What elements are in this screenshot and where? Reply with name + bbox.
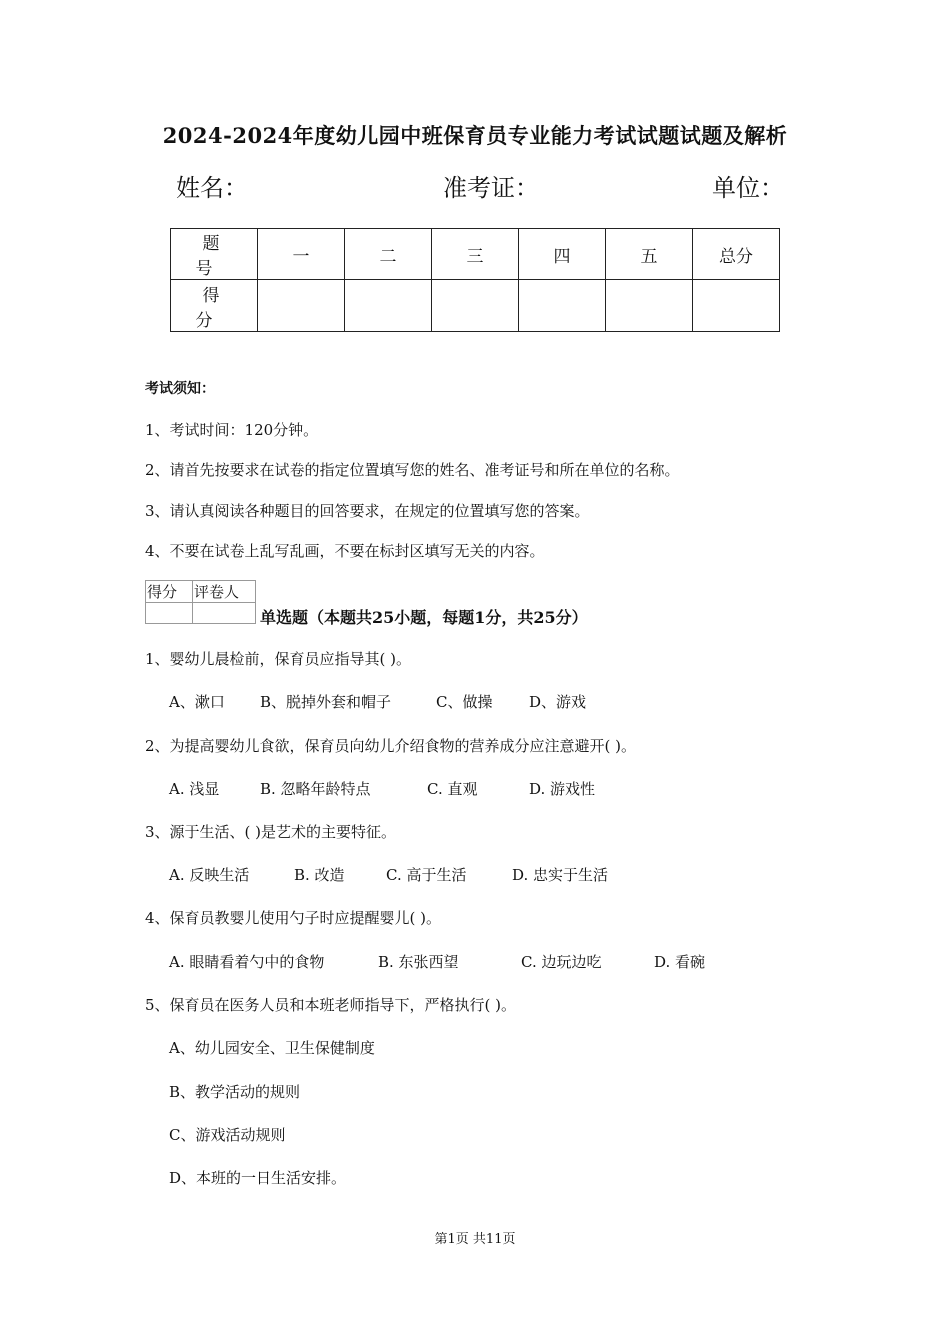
column-header: 二 [345,229,432,280]
section-heading: 单选题（本题共25小题，每题1分，共25分） [260,608,588,627]
question-option[interactable]: D. 看碗 [654,953,706,971]
score-cell[interactable] [519,280,606,332]
score-table-score-row [171,280,780,332]
grader-score-cell[interactable] [146,603,193,624]
grader-name-label: 评卷人 [193,581,256,603]
score-cell-total[interactable] [693,280,780,332]
question-option[interactable]: C. 直观 [427,780,478,798]
question-option[interactable]: C、游戏活动规则 [169,1126,286,1144]
column-header: 一 [258,229,345,280]
question-option[interactable]: B、脱掉外套和帽子 [260,693,392,711]
grader-box-header-row [146,581,256,603]
question-stem: 3、源于生活、( )是艺术的主要特征。 [145,823,397,841]
question-option[interactable]: C、做操 [436,693,493,711]
score-cell[interactable] [432,280,519,332]
column-header: 三 [432,229,519,280]
question-option[interactable]: A、幼儿园安全、卫生保健制度 [169,1039,375,1057]
score-table-header-row [171,229,780,280]
grader-name-cell[interactable] [193,603,256,624]
score-cell[interactable] [606,280,693,332]
question-option[interactable]: B. 东张西望 [378,953,459,971]
question-number-label: 题号 [171,229,258,280]
column-header: 五 [606,229,693,280]
exam-number-label: 准考证： [443,174,539,202]
question-stem: 5、保育员在医务人员和本班老师指导下，严格执行( )。 [145,996,517,1014]
question-option[interactable]: C. 高于生活 [386,866,467,884]
notice-item: 4、不要在试卷上乱写乱画，不要在标封区填写无关的内容。 [145,542,545,560]
question-option[interactable]: B. 改造 [294,866,345,884]
question-option[interactable]: D、本班的一日生活安排。 [169,1169,347,1187]
grader-box [145,580,256,624]
page-footer: 第1页 共11页 [434,1232,516,1247]
question-stem: 1、婴幼儿晨检前，保育员应指导其( )。 [145,650,412,668]
score-label: 得分 [171,280,258,332]
question-option[interactable]: D、游戏 [529,693,587,711]
question-option[interactable]: A. 反映生活 [169,866,250,884]
question-stem: 4、保育员教婴儿使用勺子时应提醒婴儿( )。 [145,909,442,927]
score-cell[interactable] [258,280,345,332]
question-option[interactable]: C. 边玩边吃 [521,953,602,971]
score-table [170,228,780,332]
question-option[interactable]: B、教学活动的规则 [169,1083,301,1101]
grader-score-label: 得分 [146,581,193,603]
grader-box-entry-row [146,603,256,624]
unit-label: 单位： [712,174,784,202]
notice-item: 3、请认真阅读各种题目的回答要求，在规定的位置填写您的答案。 [145,502,590,520]
question-option[interactable]: A. 浅显 [169,780,220,798]
question-option[interactable]: D. 游戏性 [529,780,596,798]
page-title: 2024-2024年度幼儿园中班保育员专业能力考试试题试题及解析 [162,123,788,148]
notice-heading: 考试须知： [145,381,215,397]
question-stem: 2、为提高婴幼儿食欲，保育员向幼儿介绍食物的营养成分应注意避开( )。 [145,737,637,755]
question-option[interactable]: A. 眼睛看着勺中的食物 [169,953,325,971]
score-cell[interactable] [345,280,432,332]
column-header-total: 总分 [693,229,780,280]
notice-item: 1、考试时间：120分钟。 [145,421,319,439]
question-option[interactable]: B. 忽略年龄特点 [260,780,371,798]
column-header: 四 [519,229,606,280]
notice-item: 2、请首先按要求在试卷的指定位置填写您的姓名、准考证号和所在单位的名称。 [145,461,680,479]
question-option[interactable]: D. 忠实于生活 [512,866,609,884]
question-option[interactable]: A、漱口 [169,693,225,711]
name-label: 姓名： [176,174,248,202]
